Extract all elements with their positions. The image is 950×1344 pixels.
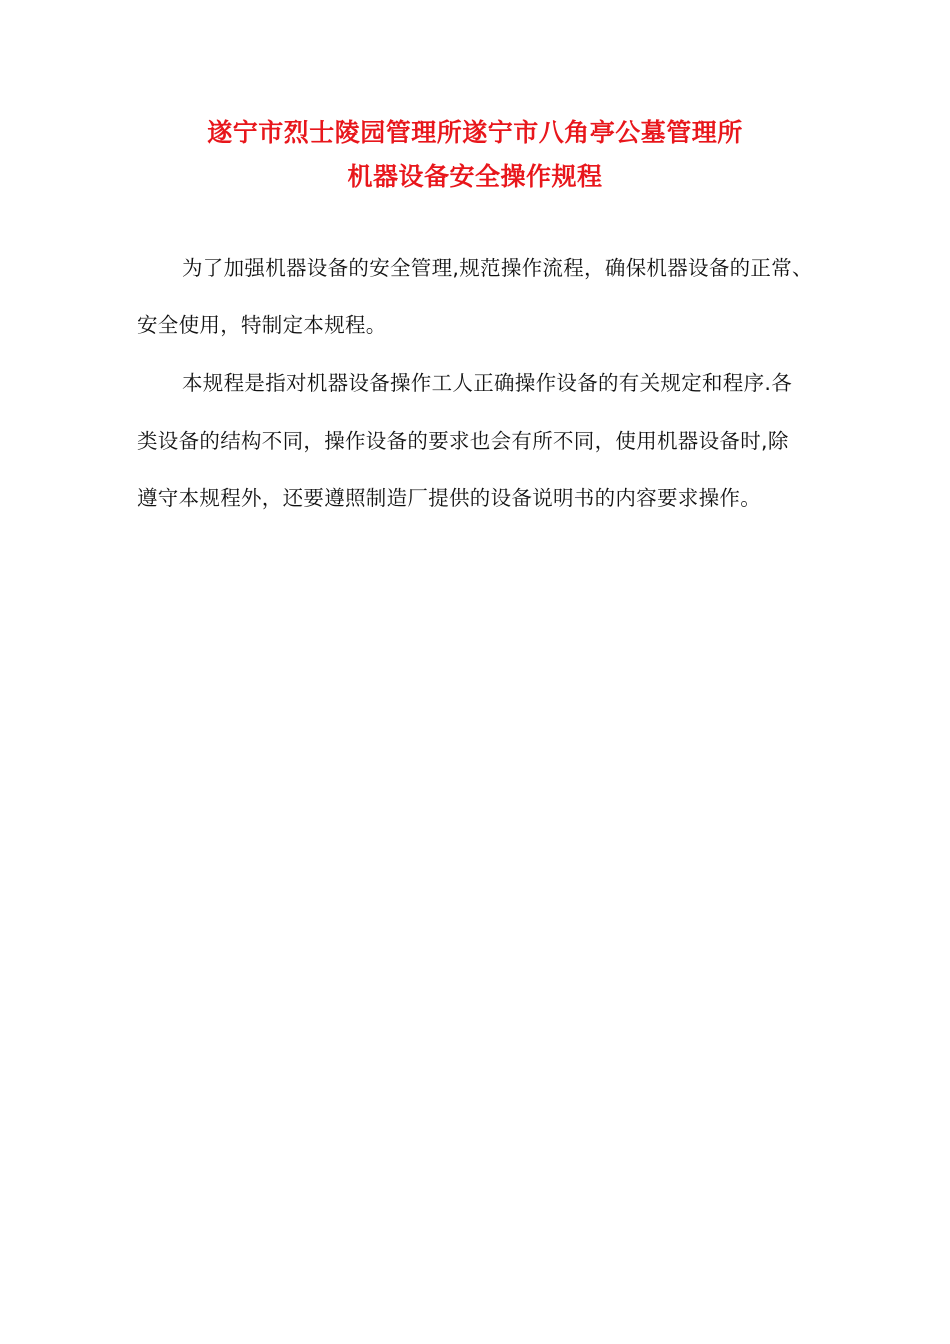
- paragraph-2-line-1: 本规程是指对机器设备操作工人正确操作设备的有关规定和程序.各: [182, 371, 793, 395]
- document-title-line-2: 机器设备安全操作规程: [347, 162, 603, 191]
- paragraph-2-line-2: 类设备的结构不同，操作设备的要求也会有所不同，使用机器设备时,除: [137, 429, 789, 453]
- paragraph-1-line-2: 安全使用，特制定本规程。: [137, 313, 387, 337]
- document-title-line-1: 遂宁市烈士陵园管理所遂宁市八角亭公墓管理所: [207, 118, 743, 147]
- paragraph-1-line-1: 为了加强机器设备的安全管理,规范操作流程，确保机器设备的正常、: [182, 256, 813, 280]
- paragraph-2-line-3: 遵守本规程外，还要遵照制造厂提供的设备说明书的内容要求操作。: [137, 486, 761, 510]
